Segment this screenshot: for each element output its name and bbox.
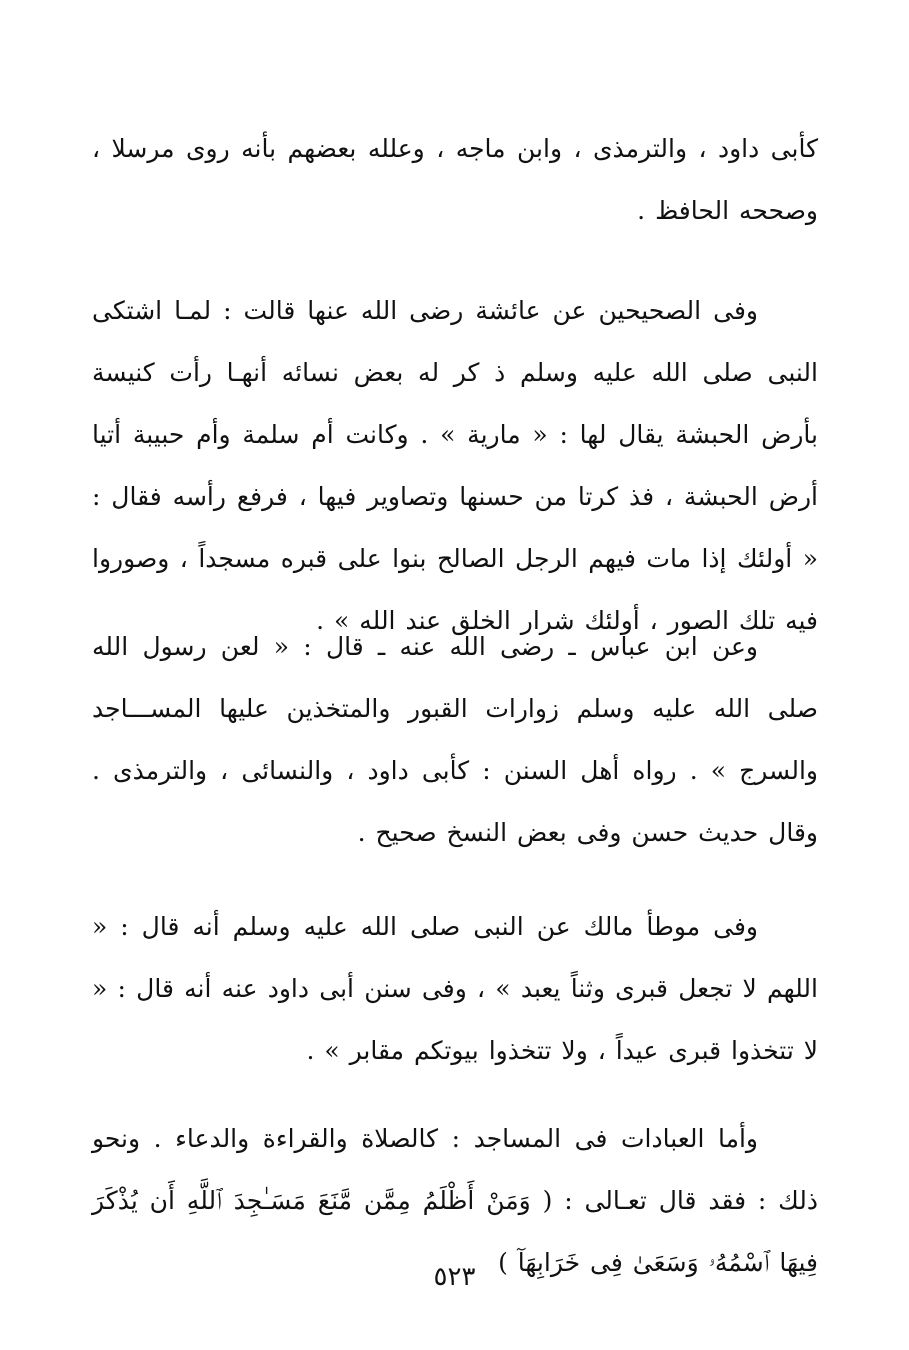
paragraph-aisha-hadith bbox=[92, 280, 818, 652]
page-number: ٥٢٣ bbox=[433, 1262, 476, 1292]
paragraph-text: وفى الصحيحين عن عائشة رضى الله عنها قالت : لمـا اشتكى النبى صلى الله عليه وسلم ذ كر له بعض نسائه أنهـا رأت كنيسة بأرض الحبشة يقال لها : « مارية » . وكانت أم سلمة وأم حبيبة أتيا أرض الحبشة ، فذ كرتا من حسنها وتصاوير فيها ، فرفع رأسه فقال : « أولئك إذا مات فيهم الرجل الصالح بنوا على قبره مسجداً ، وصوروا فيه تلك الصور ، أولئك شرار الخلق عند الله » . bbox=[92, 296, 818, 635]
paragraph-text: كأبى داود ، والترمذى ، وابن ماجه ، وعلله بعضهم بأنه روى مرسلا ، وصححه الحافظ . bbox=[92, 134, 818, 225]
paragraph-ibn-abbas-hadith bbox=[92, 616, 818, 864]
paragraph-text: وأما العبادات فى المساجد : كالصلاة والقراءة والدعاء . ونحو ذلك : فقد قال تعـالى : ( وَمَنْ أَظْلَمُ مِمَّن مَّنَعَ مَسَـٰجِدَ ٱللَّهِ أَن يُذْكَرَ فِيهَا ٱسْمُهُۥ وَسَعَىٰ فِى خَرَابِهَآ ) bbox=[92, 1124, 818, 1277]
paragraph-muwatta-hadith bbox=[92, 896, 818, 1082]
paragraph-continuation bbox=[92, 118, 818, 242]
paragraph-text: وفى موطأ مالك عن النبى صلى الله عليه وسلم أنه قال : « اللهم لا تجعل قبرى وثناً يعبد » ، وفى سنن أبى داود عنه أنه قال : « لا تتخذوا قبرى عيداً ، ولا تتخذوا بيوتكم مقابر » . bbox=[92, 912, 818, 1065]
paragraph-text: وعن ابن عباس ـ رضى الله عنه ـ قال : « لعن رسول الله صلى الله عليه وسلم زوارات القبور والمتخذين عليها المســـاجد والسرج » . رواه أهل السنن : كأبى داود ، والنسائى ، والترمذى . وقال حديث حسن وفى بعض النسخ صحيح . bbox=[92, 632, 818, 847]
